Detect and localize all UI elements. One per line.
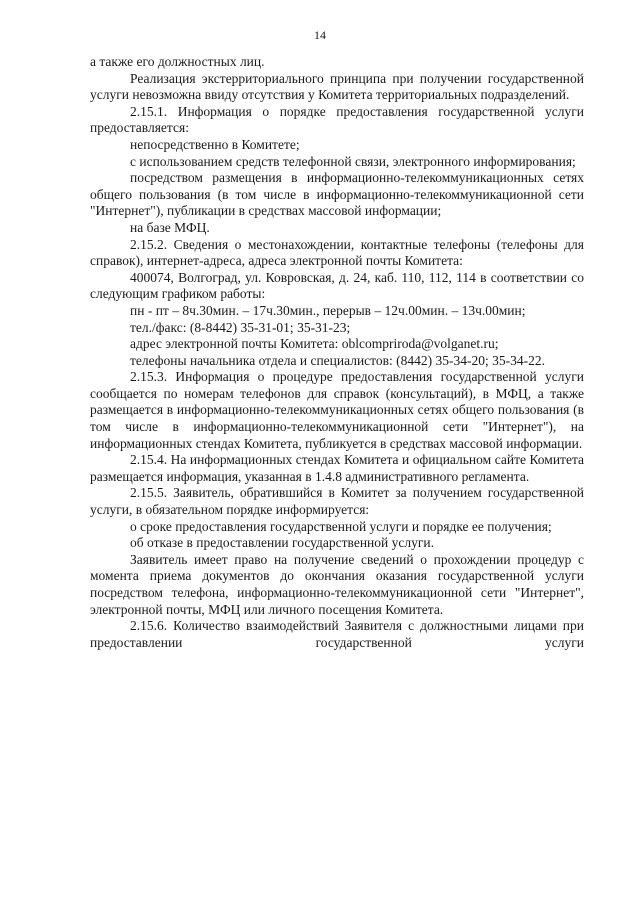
- paragraph: на базе МФЦ.: [130, 219, 210, 235]
- document-body: [90, 54, 584, 651]
- paragraph: с использованием средств телефонной связи, электронного информирования;: [130, 153, 576, 169]
- paragraph: 2.15.1. Информация о порядке предоставления государственной услуги предоставляется:: [90, 103, 584, 136]
- paragraph: Заявитель имеет право на получение сведений о прохождении процедур с момента приема документов до окончания оказания государственной услуги посредством телефона, информационно-телекоммуникационной сети "Интернет", электронной почты, МФЦ или личного посещения Комитета.: [90, 551, 584, 617]
- paragraph: адрес электронной почты Комитета: oblcompriroda@volganet.ru;: [130, 336, 499, 352]
- page-number: 14: [314, 28, 326, 42]
- paragraph: 2.15.4. На информационных стендах Комитета и официальном сайте Комитета размещается информация, указанная в 1.4.8 административного регламента.: [90, 452, 584, 484]
- paragraph: посредством размещения в информационно-телекоммуникационных сетях общего пользования (в том числе в информационно-телекоммуникационной сети "Интернет"), публикации в средствах массовой информации;: [90, 170, 584, 219]
- paragraph: об отказе в предоставлении государственной услуги.: [130, 535, 434, 551]
- paragraph: 2.15.3. Информация о процедуре предоставления государственной услуги сообщается по номерам телефонов для справок (консультаций), в МФЦ, а также размещается в информационно-телекоммуникационных сетях общего пользования (в том числе в информационно-телекоммуникационной сети "Интернет"), на информационных стендах Комитета, публикуется в средствах массовой информации.: [90, 369, 584, 451]
- paragraph: Реализация экстерриториального принципа при получении государственной услуги невозможна ввиду отсутствия у Комитета территориальных подразделений.: [90, 70, 584, 103]
- paragraph: тел./факс: (8-8442) 35-31-01; 35-31-23;: [130, 319, 351, 335]
- paragraph: пн - пт – 8ч.30мин. – 17ч.30мин., перерыв – 12ч.00мин. – 13ч.00мин;: [130, 302, 526, 318]
- paragraph: непосредственно в Комитете;: [130, 136, 300, 152]
- paragraph: 2.15.5. Заявитель, обратившийся в Комитет за получением государственной услуги, в обязательном порядке информируется:: [90, 485, 584, 518]
- paragraph: 400074, Волгоград, ул. Ковровская, д. 24, каб. 110, 112, 114 в соответствии со следующим графиком работы:: [90, 269, 584, 302]
- paragraph: о сроке предоставления государственной услуги и порядке ее получения;: [130, 518, 552, 534]
- paragraph: телефоны начальника отдела и специалистов: (8442) 35-34-20; 35-34-22.: [130, 352, 545, 368]
- paragraph: а также его должностных лиц.: [90, 54, 265, 69]
- paragraph: 2.15.2. Сведения о местонахождении, контактные телефоны (телефоны для справок), интернет-адреса, адреса электронной почты Комитета:: [90, 236, 584, 269]
- paragraph: 2.15.6. Количество взаимодействий Заявителя с должностными лицами при предоставлении государственной услуги: [90, 618, 584, 650]
